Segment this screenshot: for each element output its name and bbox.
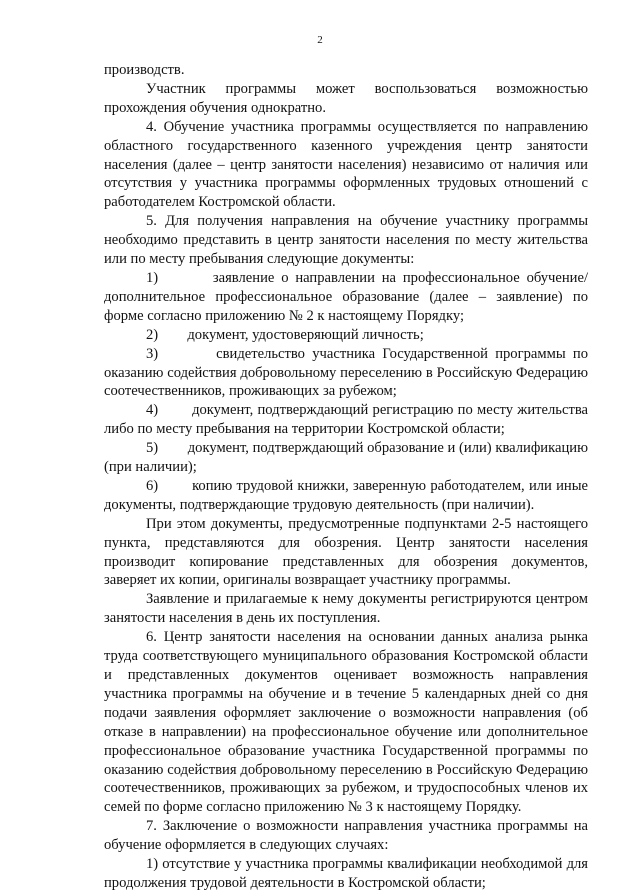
list-item: 6) копию трудовой книжки, заверенную работодателем, или иные документы, подтверждающие трудовую деятельность (при наличии).	[104, 477, 588, 513]
list-item: 3) свидетельство участника Государственной программы по оказанию содействия добровольному переселению в Российскую Федерацию соотечественников, проживающих за рубежом;	[104, 345, 588, 400]
paragraph: При этом документы, предусмотренные подпунктами 2-5 настоящего пункта, представляются для обозрения. Центр занятости населения производит копирование представленных для обозрения документов, заверяет их копии, оригиналы возвращает участнику программы.	[104, 515, 588, 589]
paragraph-item-6: 6. Центр занятости населения на основании данных анализа рынка труда соответствующего муниципального образования Костромской области и представленных документов оценивает возможность направления участника программы на обучение и в течение 5 календарных дней со дня подачи заявления оформляет заключение о возможности направления (об отказе в направлении) на профессиональное обучение или дополнительное профессиональное образование участника Государственной программы по оказанию содействия добровольному переселению в Российскую Федерацию соотечественников, проживающих за рубежом, и трудоспособных членов их семей по форме согласно приложению № 3 к настоящему Порядку.	[104, 629, 588, 816]
paragraph: производств.	[104, 62, 185, 78]
list-item: 4) документ, подтверждающий регистрацию по месту жительства либо по месту пребывания на территории Костромской области;	[104, 402, 588, 438]
document-body	[104, 61, 588, 893]
list-item: 1) отсутствие у участника программы квалификации необходимой для продолжения трудовой деятельности в Костромской области;	[104, 856, 588, 891]
list-item: 2) документ, удостоверяющий личность;	[146, 326, 424, 343]
paragraph-item-5: 5. Для получения направления на обучение участнику программы необходимо представить в центр занятости населения по месту жительства или по месту пребывания следующие документы:	[104, 213, 588, 268]
paragraph: Участник программы может воспользоваться возможностью прохождения обучения однократно.	[104, 80, 588, 116]
paragraph: Заявление и прилагаемые к нему документы регистрируются центром занятости населения в день их поступления.	[104, 591, 588, 627]
paragraph-item-4: 4. Обучение участника программы осуществляется по направлению областного государственного казенного учреждения центр занятости населения (далее – центр занятости населения) независимо от наличия или отсутствия у участника программы оформленных трудовых отношений с работодателем Костромской области.	[104, 118, 588, 211]
page-number: 2	[317, 34, 323, 46]
list-item: 1) заявление о направлении на профессиональное обучение/дополнительное профессиональное образование (далее – заявление) по форме согласно приложению № 2 к настоящему Порядку;	[104, 269, 588, 324]
list-item: 5) документ, подтверждающий образование и (или) квалификацию (при наличии);	[104, 440, 588, 476]
paragraph-item-7: 7. Заключение о возможности направления участника программы на обучение оформляется в следующих случаях:	[104, 818, 588, 854]
